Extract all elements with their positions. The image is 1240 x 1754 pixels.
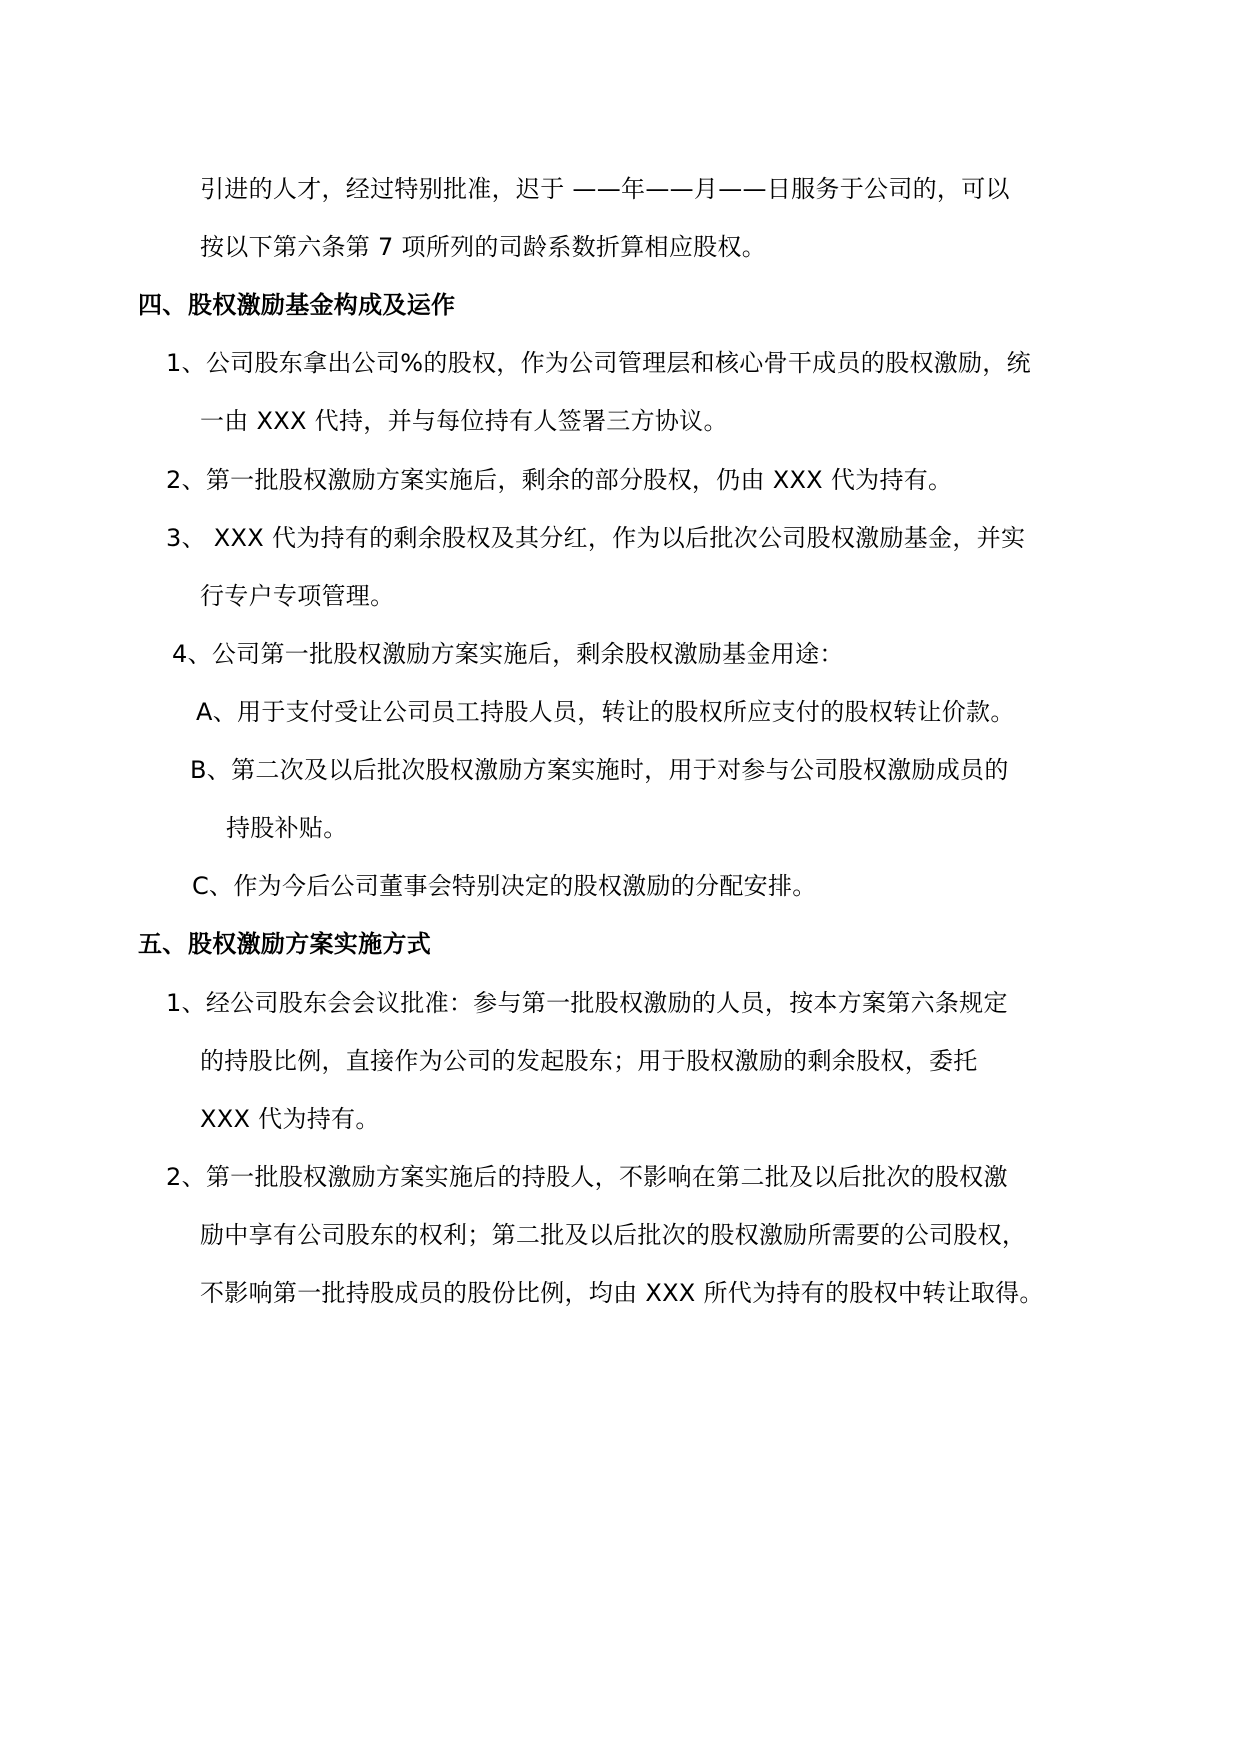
paragraph-line: XXX 代为持有。 <box>200 1105 380 1133</box>
section-heading-number: 四、 <box>138 291 187 319</box>
list-item: 2、第一批股权激励方案实施后，剩余的部分股权，仍由 XXX 代为持有。 <box>166 466 953 494</box>
list-item: 2、第一批股权激励方案实施后的持股人，不影响在第二批及以后批次的股权激 <box>166 1163 1008 1191</box>
list-item: 4、公司第一批股权激励方案实施后，剩余股权激励基金用途： <box>172 640 844 668</box>
paragraph-line: 一由 XXX 代持，并与每位持有人签署三方协议。 <box>200 407 728 435</box>
paragraph-line: 持股补贴。 <box>226 814 348 842</box>
list-item: 1、公司股东拿出公司%的股权，作为公司管理层和核心骨干成员的股权激励，统 <box>166 349 1031 377</box>
list-item: 3、 XXX 代为持有的剩余股权及其分红，作为以后批次公司股权激励基金，并实 <box>166 524 1026 552</box>
paragraph-line: 不影响第一批持股成员的股份比例，均由 XXX 所代为持有的股权中转让取得。 <box>200 1279 1044 1307</box>
paragraph-line: 行专户专项管理。 <box>200 582 395 610</box>
section-heading-title: 股权激励方案实施方式 <box>188 930 431 958</box>
sub-list-item: B、第二次及以后批次股权激励方案实施时，用于对参与公司股权激励成员的 <box>190 756 1009 784</box>
sub-list-item: C、作为今后公司董事会特别决定的股权激励的分配安排。 <box>192 872 817 900</box>
paragraph-line: 的持股比例，直接作为公司的发起股东；用于股权激励的剩余股权，委托 <box>200 1047 978 1075</box>
paragraph-line: 按以下第六条第 7 项所列的司龄系数折算相应股权。 <box>200 233 767 261</box>
paragraph-line: 励中享有公司股东的权利；第二批及以后批次的股权激励所需要的公司股权， <box>200 1221 1027 1249</box>
paragraph-line: 引进的人才，经过特别批准，迟于 ——年——月——日服务于公司的，可以 <box>200 175 1010 203</box>
section-heading-title: 股权激励基金构成及运作 <box>188 291 456 319</box>
list-item: 1、经公司股东会会议批准：参与第一批股权激励的人员，按本方案第六条规定 <box>166 989 1008 1017</box>
sub-list-item: A、用于支付受让公司员工持股人员，转让的股权所应支付的股权转让价款。 <box>196 698 1015 726</box>
section-heading-number: 五、 <box>138 930 187 958</box>
